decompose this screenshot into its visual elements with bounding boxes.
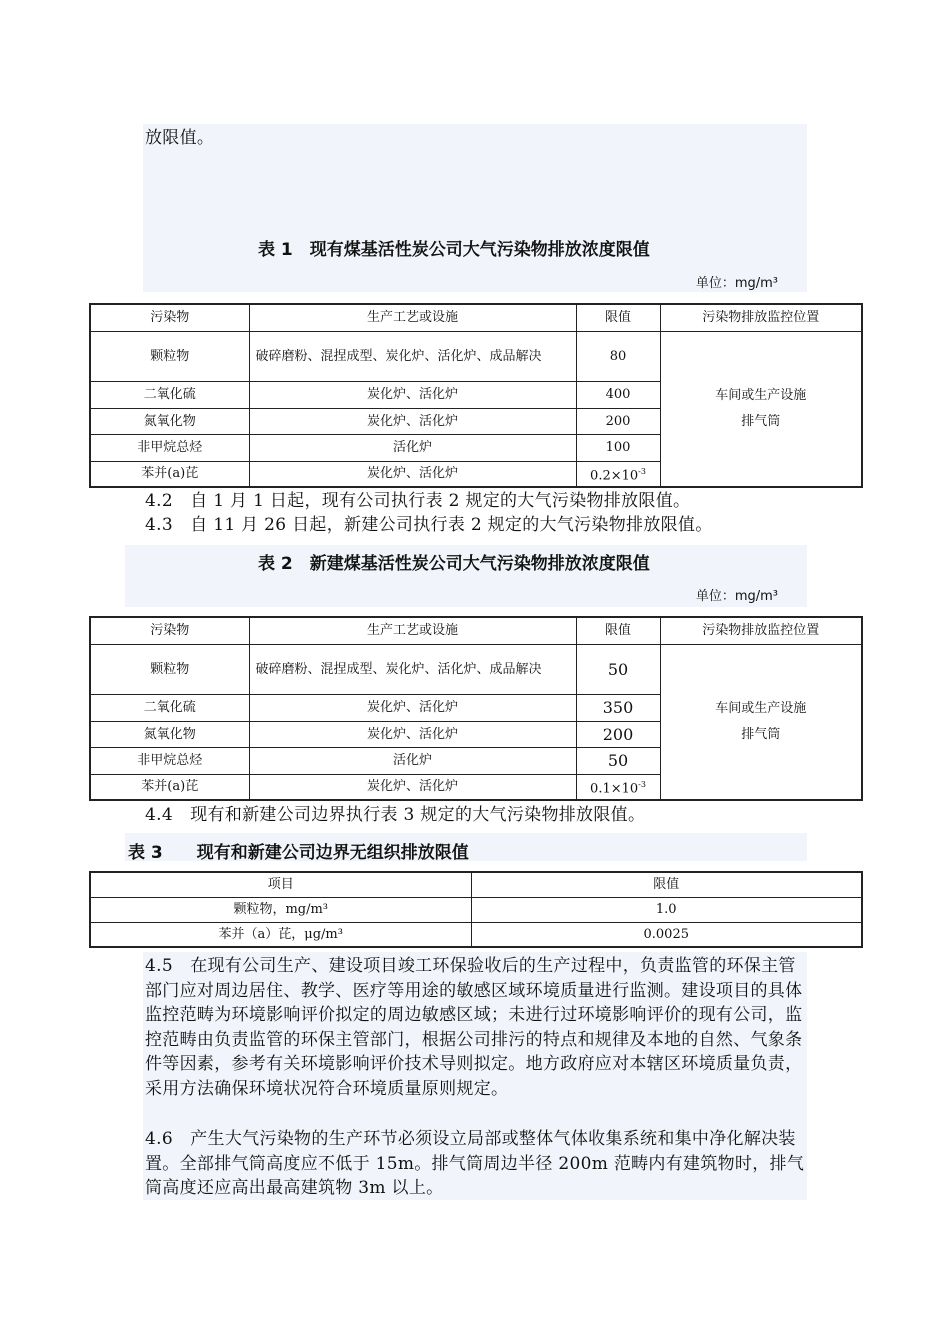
limit-cell: $0.2\times 10^{-3}$ [576,461,660,487]
process-cell: 炭化炉、活化炉 [249,381,576,408]
header-cell: 污染物排放监控位置 [660,617,862,644]
header-cell: 限值 [471,872,862,897]
table-header-row [90,872,862,897]
location-line1: 车间或生产设施 [715,700,807,716]
pollutant-cell: 颗粒物 [90,331,249,381]
continued-text: 放限值。 [145,128,215,148]
limit-cell: 350 [576,694,660,721]
location-line1: 车间或生产设施 [715,387,807,403]
limit-cell: 200 [576,408,660,434]
header-cell: 项目 [90,872,471,897]
process-cell: 破碎磨粉、混捏成型、炭化炉、活化炉、成品解决 [249,331,576,381]
item-cell: 颗粒物，mg/m³ [90,897,471,922]
limit-cell: 80 [576,331,660,381]
pollutant-cell: 颗粒物 [90,644,249,694]
header-cell: 生产工艺或设施 [249,617,576,644]
process-cell: 炭化炉、活化炉 [249,461,576,487]
process-cell: 破碎磨粉、混捏成型、炭化炉、活化炉、成品解决 [249,644,576,694]
table-header-row [90,304,862,331]
table3-title: 表 3 现有和新建公司边界无组织排放限值 [128,843,469,863]
table-row [90,922,862,947]
pollutant-cell: 非甲烷总烃 [90,747,249,774]
pollutant-cell: 氮氧化物 [90,721,249,747]
location-cell [660,331,862,487]
limit-cell: 50 [576,747,660,774]
table-row [90,644,862,694]
pollutant-cell: 二氧化硫 [90,381,249,408]
table3 [89,871,863,948]
table1 [89,303,863,488]
para-4-2: 4.2 自 1 月 1 日起，现有公司执行表 2 规定的大气污染物排放限值。 [145,491,691,511]
table2-title: 表 2 新建煤基活性炭公司大气污染物排放浓度限值 [258,554,650,574]
limit-cell: 200 [576,721,660,747]
limit-cell: 1.0 [471,897,862,922]
pollutant-cell: 氮氧化物 [90,408,249,434]
item-cell: 苯并（a）芘，μg/m³ [90,922,471,947]
limit-cell: 400 [576,381,660,408]
table-row [90,897,862,922]
process-cell: 炭化炉、活化炉 [249,408,576,434]
process-cell: 活化炉 [249,747,576,774]
header-cell: 污染物 [90,617,249,644]
process-cell: 活化炉 [249,434,576,461]
header-cell: 污染物 [90,304,249,331]
limit-cell: 50 [576,644,660,694]
process-cell: 炭化炉、活化炉 [249,694,576,721]
table2-unit: 单位：mg/m³ [695,589,778,604]
header-cell: 限值 [576,617,660,644]
limit-cell: $0.1\times 10^{-3}$ [576,774,660,800]
para-4-3: 4.3 自 11 月 26 日起，新建公司执行表 2 规定的大气污染物排放限值。 [145,515,713,535]
location-line2: 排气筒 [741,413,781,429]
process-cell: 炭化炉、活化炉 [249,721,576,747]
table1-title: 表 1 现有煤基活性炭公司大气污染物排放浓度限值 [258,240,650,260]
table2 [89,616,863,801]
header-cell: 生产工艺或设施 [249,304,576,331]
para-4-4: 4.4 现有和新建公司边界执行表 3 规定的大气污染物排放限值。 [145,805,646,825]
pollutant-cell: 苯并(a)芘 [90,774,249,800]
para-4-6: 4.6 产生大气污染物的生产环节必须设立局部或整体气体收集系统和集中净化解决装置。全部排气筒高度应不低于 15m。排气筒周边半径 200m 范畴内有建筑物时，排气筒高度还应高出最高建筑物 3m 以上。 [145,1129,805,1198]
limit-cell: 100 [576,434,660,461]
header-cell: 污染物排放监控位置 [660,304,862,331]
limit-cell: 0.0025 [471,922,862,947]
header-cell: 限值 [576,304,660,331]
pollutant-cell: 非甲烷总烃 [90,434,249,461]
table1-unit: 单位：mg/m³ [695,276,778,291]
table-header-row [90,617,862,644]
pollutant-cell: 二氧化硫 [90,694,249,721]
process-cell: 炭化炉、活化炉 [249,774,576,800]
location-cell [660,644,862,800]
pollutant-cell: 苯并(a)芘 [90,461,249,487]
table-row [90,331,862,381]
location-line2: 排气筒 [741,726,781,742]
para-4-5: 4.5 在现有公司生产、建设项目竣工环保验收后的生产过程中，负责监管的环保主管部门应对周边居住、教学、医疗等用途的敏感区域环境质量进行监测。建设项目的具体监控范畴为环境影响评价拟定的周边敏感区域；未进行过环境影响评价的现有公司，监控范畴由负责监管的环保主管部门，根据公司排污的特点和规律及本地的自然、气象条件等因素，参考有关环境影响评价技术导则拟定。地方政府应对本辖区环境质量负责，采用方法确保环境状况符合环境质量原则规定。 [145,956,803,1099]
